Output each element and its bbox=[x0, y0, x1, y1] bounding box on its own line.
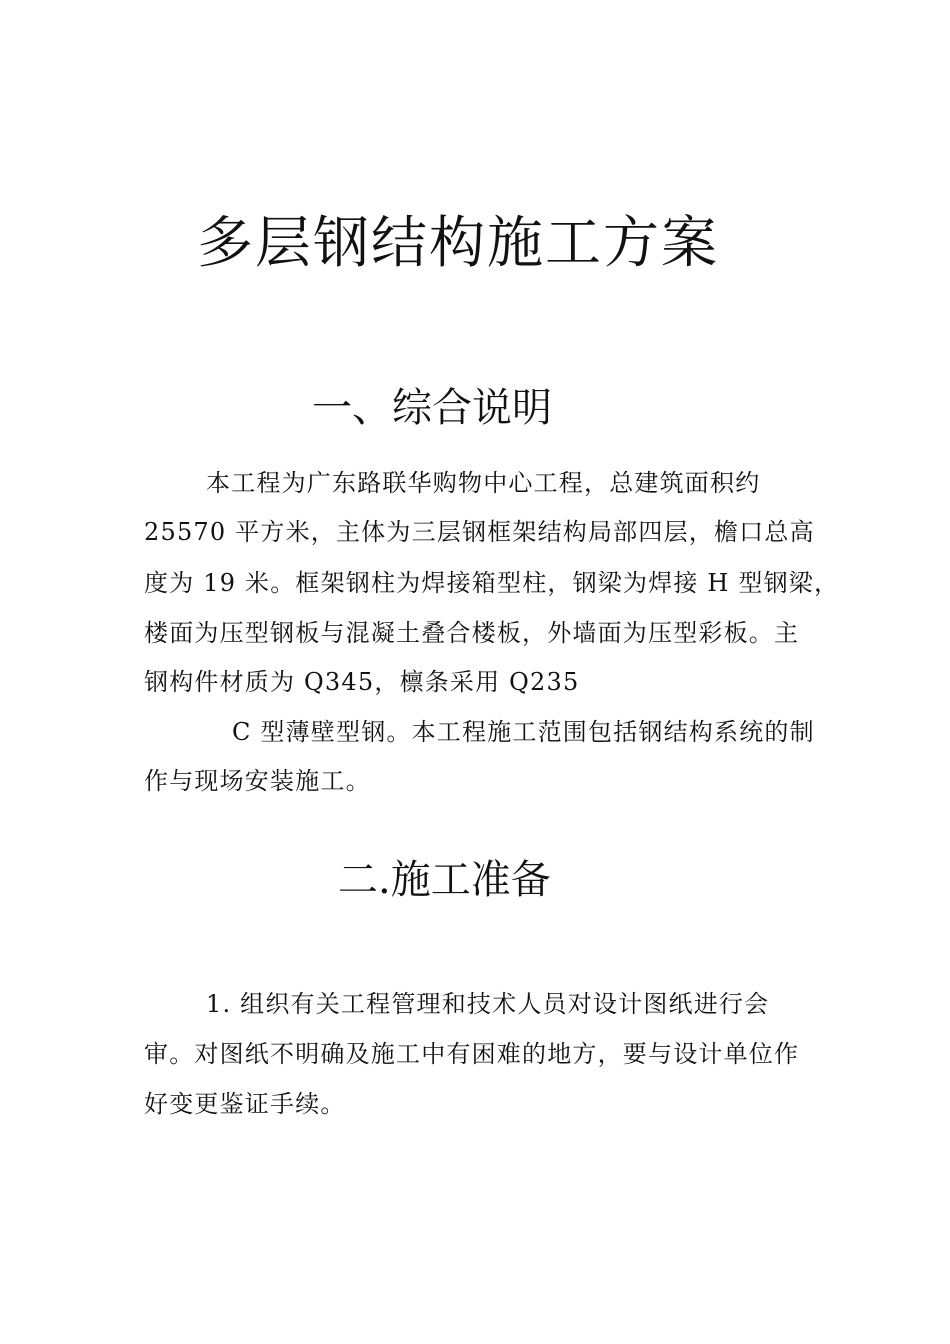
paragraph-line: 作与现场安装施工。 bbox=[144, 767, 371, 795]
section-heading-general: 一、综合说明 bbox=[312, 385, 552, 431]
paragraph-line: 钢构件材质为 Q345，檩条采用 Q235 bbox=[144, 668, 580, 696]
paragraph-line: 度为 19 米。框架钢柱为焊接箱型柱，钢梁为焊接 H 型钢梁， bbox=[144, 569, 840, 597]
paragraph-line: C 型薄壁型钢。本工程施工范围包括钢结构系统的制 bbox=[232, 718, 815, 746]
paragraph-line: 25570 平方米，主体为三层钢框架结构局部四层，檐口总高 bbox=[144, 518, 815, 546]
paragraph-line: 审。对图纸不明确及施工中有困难的地方，要与设计单位作 bbox=[144, 1040, 800, 1068]
paragraph-line: 1. 组织有关工程管理和技术人员对设计图纸进行会 bbox=[206, 990, 770, 1018]
document-title: 多层钢结构施工方案 bbox=[197, 211, 719, 276]
paragraph-line: 楼面为压型钢板与混凝土叠合楼板，外墙面为压型彩板。主 bbox=[144, 619, 800, 647]
paragraph-line: 本工程为广东路联华购物中心工程，总建筑面积约 bbox=[206, 469, 761, 497]
paragraph-line: 好变更鉴证手续。 bbox=[144, 1090, 346, 1118]
section-heading-preparation: 二.施工准备 bbox=[338, 857, 551, 903]
